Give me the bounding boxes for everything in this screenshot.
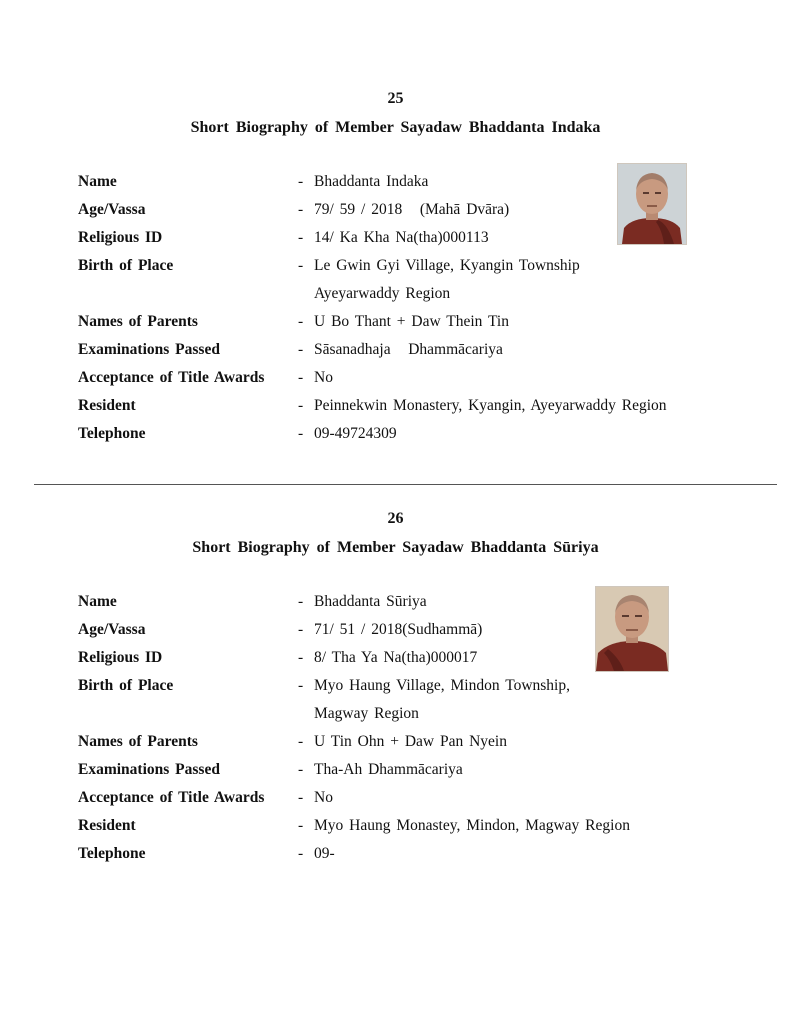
field-separator: - (298, 733, 304, 750)
field-value: No (314, 369, 333, 386)
field-value: 71/ 51 / 2018(Sudhammā) (314, 621, 483, 638)
field-exams (0, 339, 791, 367)
field-birth-place (0, 675, 791, 703)
field-separator: - (298, 677, 304, 694)
field-separator: - (298, 593, 304, 610)
field-telephone (0, 423, 791, 451)
biography-title: Short Biography of Member Sayadaw Bhaddanta Indaka (190, 119, 601, 136)
section-divider (34, 484, 777, 485)
field-age-vassa (0, 619, 791, 647)
field-awards (0, 787, 791, 815)
field-separator: - (298, 229, 304, 246)
field-separator: - (298, 425, 304, 442)
field-label: Examinations Passed (78, 761, 220, 778)
field-value: Myo Haung Monastey, Mindon, Magway Region (314, 817, 630, 834)
field-value: 14/ Ka Kha Na(tha)000113 (314, 229, 489, 246)
field-label: Name (78, 593, 117, 610)
field-label: Religious ID (78, 649, 163, 666)
field-separator: - (298, 817, 304, 834)
field-separator: - (298, 201, 304, 218)
field-name (0, 591, 791, 619)
field-resident (0, 815, 791, 843)
field-label: Name (78, 173, 117, 190)
field-separator: - (298, 621, 304, 638)
field-value: Bhaddanta Indaka (314, 173, 429, 190)
field-label: Names of Parents (78, 313, 198, 330)
field-label: Birth of Place (78, 677, 174, 694)
field-separator: - (298, 761, 304, 778)
field-birth-place-continued (0, 283, 791, 311)
field-separator: - (298, 649, 304, 666)
field-value: Sāsanadhaja Dhammācariya (314, 341, 503, 358)
field-value: 79/ 59 / 2018 (Mahā Dvāra) (314, 201, 510, 218)
field-separator: - (298, 341, 304, 358)
field-awards (0, 367, 791, 395)
field-value: Tha-Ah Dhammācariya (314, 761, 463, 778)
field-label: Resident (78, 397, 136, 414)
field-value: 09- (314, 845, 335, 862)
field-separator: - (298, 789, 304, 806)
field-label: Age/Vassa (78, 201, 146, 218)
field-value: No (314, 789, 333, 806)
field-value: U Tin Ohn + Daw Pan Nyein (314, 733, 507, 750)
biography-number: 25 (387, 90, 404, 107)
field-label: Acceptance of Title Awards (78, 369, 265, 386)
field-label: Birth of Place (78, 257, 174, 274)
field-value: U Bo Thant + Daw Thein Tin (314, 313, 509, 330)
biography-title: Short Biography of Member Sayadaw Bhaddanta Sūriya (192, 539, 599, 556)
field-value: Myo Haung Village, Mindon Township, (314, 677, 570, 694)
field-value: Peinnekwin Monastery, Kyangin, Ayeyarwaddy Region (314, 397, 667, 414)
field-label: Names of Parents (78, 733, 198, 750)
field-resident (0, 395, 791, 423)
field-value: Ayeyarwaddy Region (314, 285, 451, 302)
field-separator: - (298, 369, 304, 386)
field-value: Bhaddanta Sūriya (314, 593, 427, 610)
field-religious-id (0, 647, 791, 675)
field-label: Age/Vassa (78, 621, 146, 638)
field-separator: - (298, 397, 304, 414)
field-label: Telephone (78, 425, 146, 442)
field-value: Magway Region (314, 705, 419, 722)
field-label: Acceptance of Title Awards (78, 789, 265, 806)
field-value: 09-49724309 (314, 425, 397, 442)
field-separator: - (298, 845, 304, 862)
field-label: Resident (78, 817, 136, 834)
field-label: Religious ID (78, 229, 163, 246)
field-value: Le Gwin Gyi Village, Kyangin Township (314, 257, 580, 274)
field-label: Telephone (78, 845, 146, 862)
field-parents (0, 311, 791, 339)
field-parents (0, 731, 791, 759)
field-separator: - (298, 313, 304, 330)
field-name (0, 171, 791, 199)
field-exams (0, 759, 791, 787)
field-separator: - (298, 257, 304, 274)
field-label: Examinations Passed (78, 341, 220, 358)
field-age-vassa (0, 199, 791, 227)
field-telephone (0, 843, 791, 871)
field-separator: - (298, 173, 304, 190)
field-birth-place (0, 255, 791, 283)
field-religious-id (0, 227, 791, 255)
field-birth-place-continued (0, 703, 791, 731)
field-value: 8/ Tha Ya Na(tha)000017 (314, 649, 478, 666)
biography-number: 26 (387, 510, 404, 527)
